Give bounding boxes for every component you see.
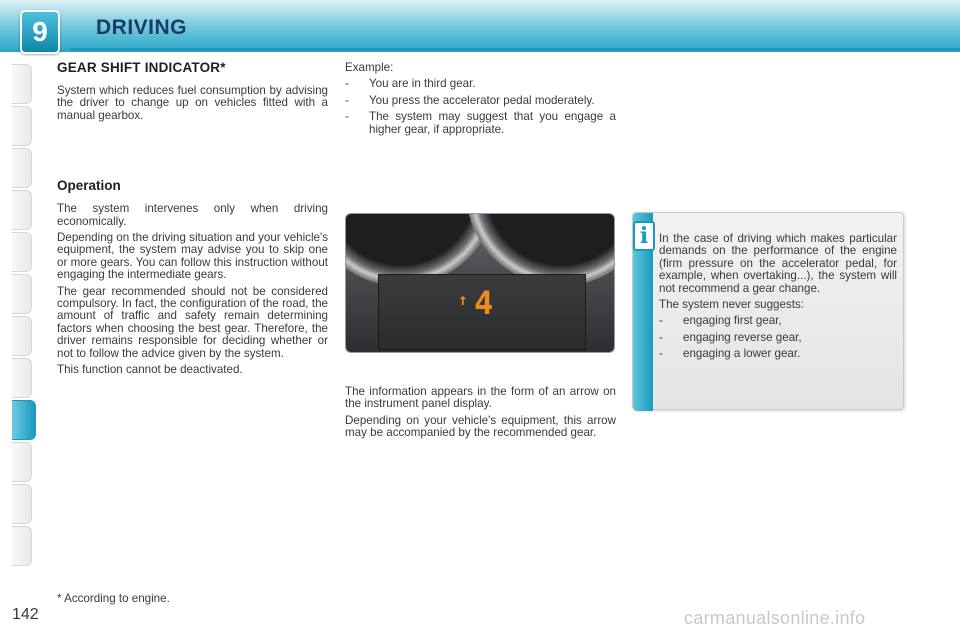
chapter-number: 9 [32, 16, 48, 47]
watermark: carmanualsonline.info [684, 608, 866, 628]
list-dash: - [659, 347, 663, 361]
info-item-text: engaging first gear, [683, 314, 782, 328]
operation-paragraph: The gear recommended should not be considered compulsory. In fact, the configuration of the road, the amount of traffic and safety remain determining factors when choosing the best gear. Therefore, the driver remains responsible for deciding whether or not to follow the advice given by the system. [57, 284, 328, 360]
footnote: * According to engine. [57, 592, 170, 605]
chapter-tabs [12, 64, 36, 576]
list-dash: - [659, 314, 663, 328]
info-item-text: engaging reverse gear, [683, 330, 802, 344]
instrument-panel-photo [345, 213, 615, 353]
chapter-tab-9-active[interactable] [12, 400, 36, 440]
chapter-tab-7[interactable] [12, 316, 32, 356]
recommended-gear-digit: 4 [474, 284, 494, 322]
chapter-tab-6[interactable] [12, 274, 32, 314]
chapter-tab-5[interactable] [12, 232, 32, 272]
chapter-tab-11[interactable] [12, 484, 32, 524]
info-paragraph: In the case of driving which makes particular demands on the performance of the engine (firm pressure on the accelerator pedal, for example, when overtaking...), the system will not recommend a gear change. [659, 232, 897, 295]
intro-paragraph: System which reduces fuel consumption by advising the driver to change up on vehicles fitted with a manual gearbox. [57, 84, 328, 122]
chapter-tab-2[interactable] [12, 106, 32, 146]
chapter-number-badge [20, 10, 60, 54]
page-number: 142 [12, 606, 39, 623]
middle-column [345, 62, 616, 140]
shift-up-arrow-icon: ↑ [458, 290, 468, 309]
chapter-tab-8[interactable] [12, 358, 32, 398]
display-paragraph: Depending on your vehicle's equipment, this arrow may be accompanied by the recommended gear. [345, 413, 616, 440]
info-list-item [659, 348, 897, 360]
section-title: GEAR SHIFT INDICATOR* [57, 60, 226, 75]
example-label: Example: [345, 61, 394, 74]
example-list-item [345, 95, 616, 107]
example-list-item [345, 78, 616, 90]
list-dash: - [659, 330, 663, 344]
example-list-item [345, 111, 616, 136]
page-title: DRIVING [96, 16, 188, 39]
info-list-item [659, 332, 897, 344]
list-dash: - [345, 110, 349, 124]
operation-paragraph: This function cannot be deactivated. [57, 363, 243, 377]
list-dash: - [345, 93, 349, 107]
list-dash: - [345, 77, 349, 91]
display-paragraph: The information appears in the form of an arrow on the instrument panel display. [345, 385, 616, 411]
left-column [57, 60, 328, 381]
operation-paragraph: Depending on the driving situation and your vehicle's equipment, the system may advise you to skip one or more gears. You can follow this instruction without engaging the intermediate gears. [57, 231, 328, 282]
info-content [659, 233, 897, 365]
info-item-text: engaging a lower gear. [683, 347, 801, 361]
chapter-tab-10[interactable] [12, 442, 32, 482]
example-item-text: The system may suggest that you engage a higher gear, if appropriate. [369, 110, 616, 136]
chapter-tab-12[interactable] [12, 526, 32, 566]
operation-paragraph: The system intervenes only when driving economically. [57, 202, 328, 228]
display-explanation [345, 386, 616, 444]
info-never-label: The system never suggests: [659, 298, 804, 312]
info-box [632, 212, 904, 410]
chapter-tab-1[interactable] [12, 64, 32, 104]
info-list-item [659, 315, 897, 327]
info-icon: i [633, 221, 655, 251]
chapter-tab-4[interactable] [12, 190, 32, 230]
example-item-text: You press the accelerator pedal moderately. [369, 93, 595, 107]
example-item-text: You are in third gear. [369, 77, 476, 91]
header-divider [70, 48, 960, 51]
chapter-tab-3[interactable] [12, 148, 32, 188]
operation-heading: Operation [57, 178, 121, 194]
